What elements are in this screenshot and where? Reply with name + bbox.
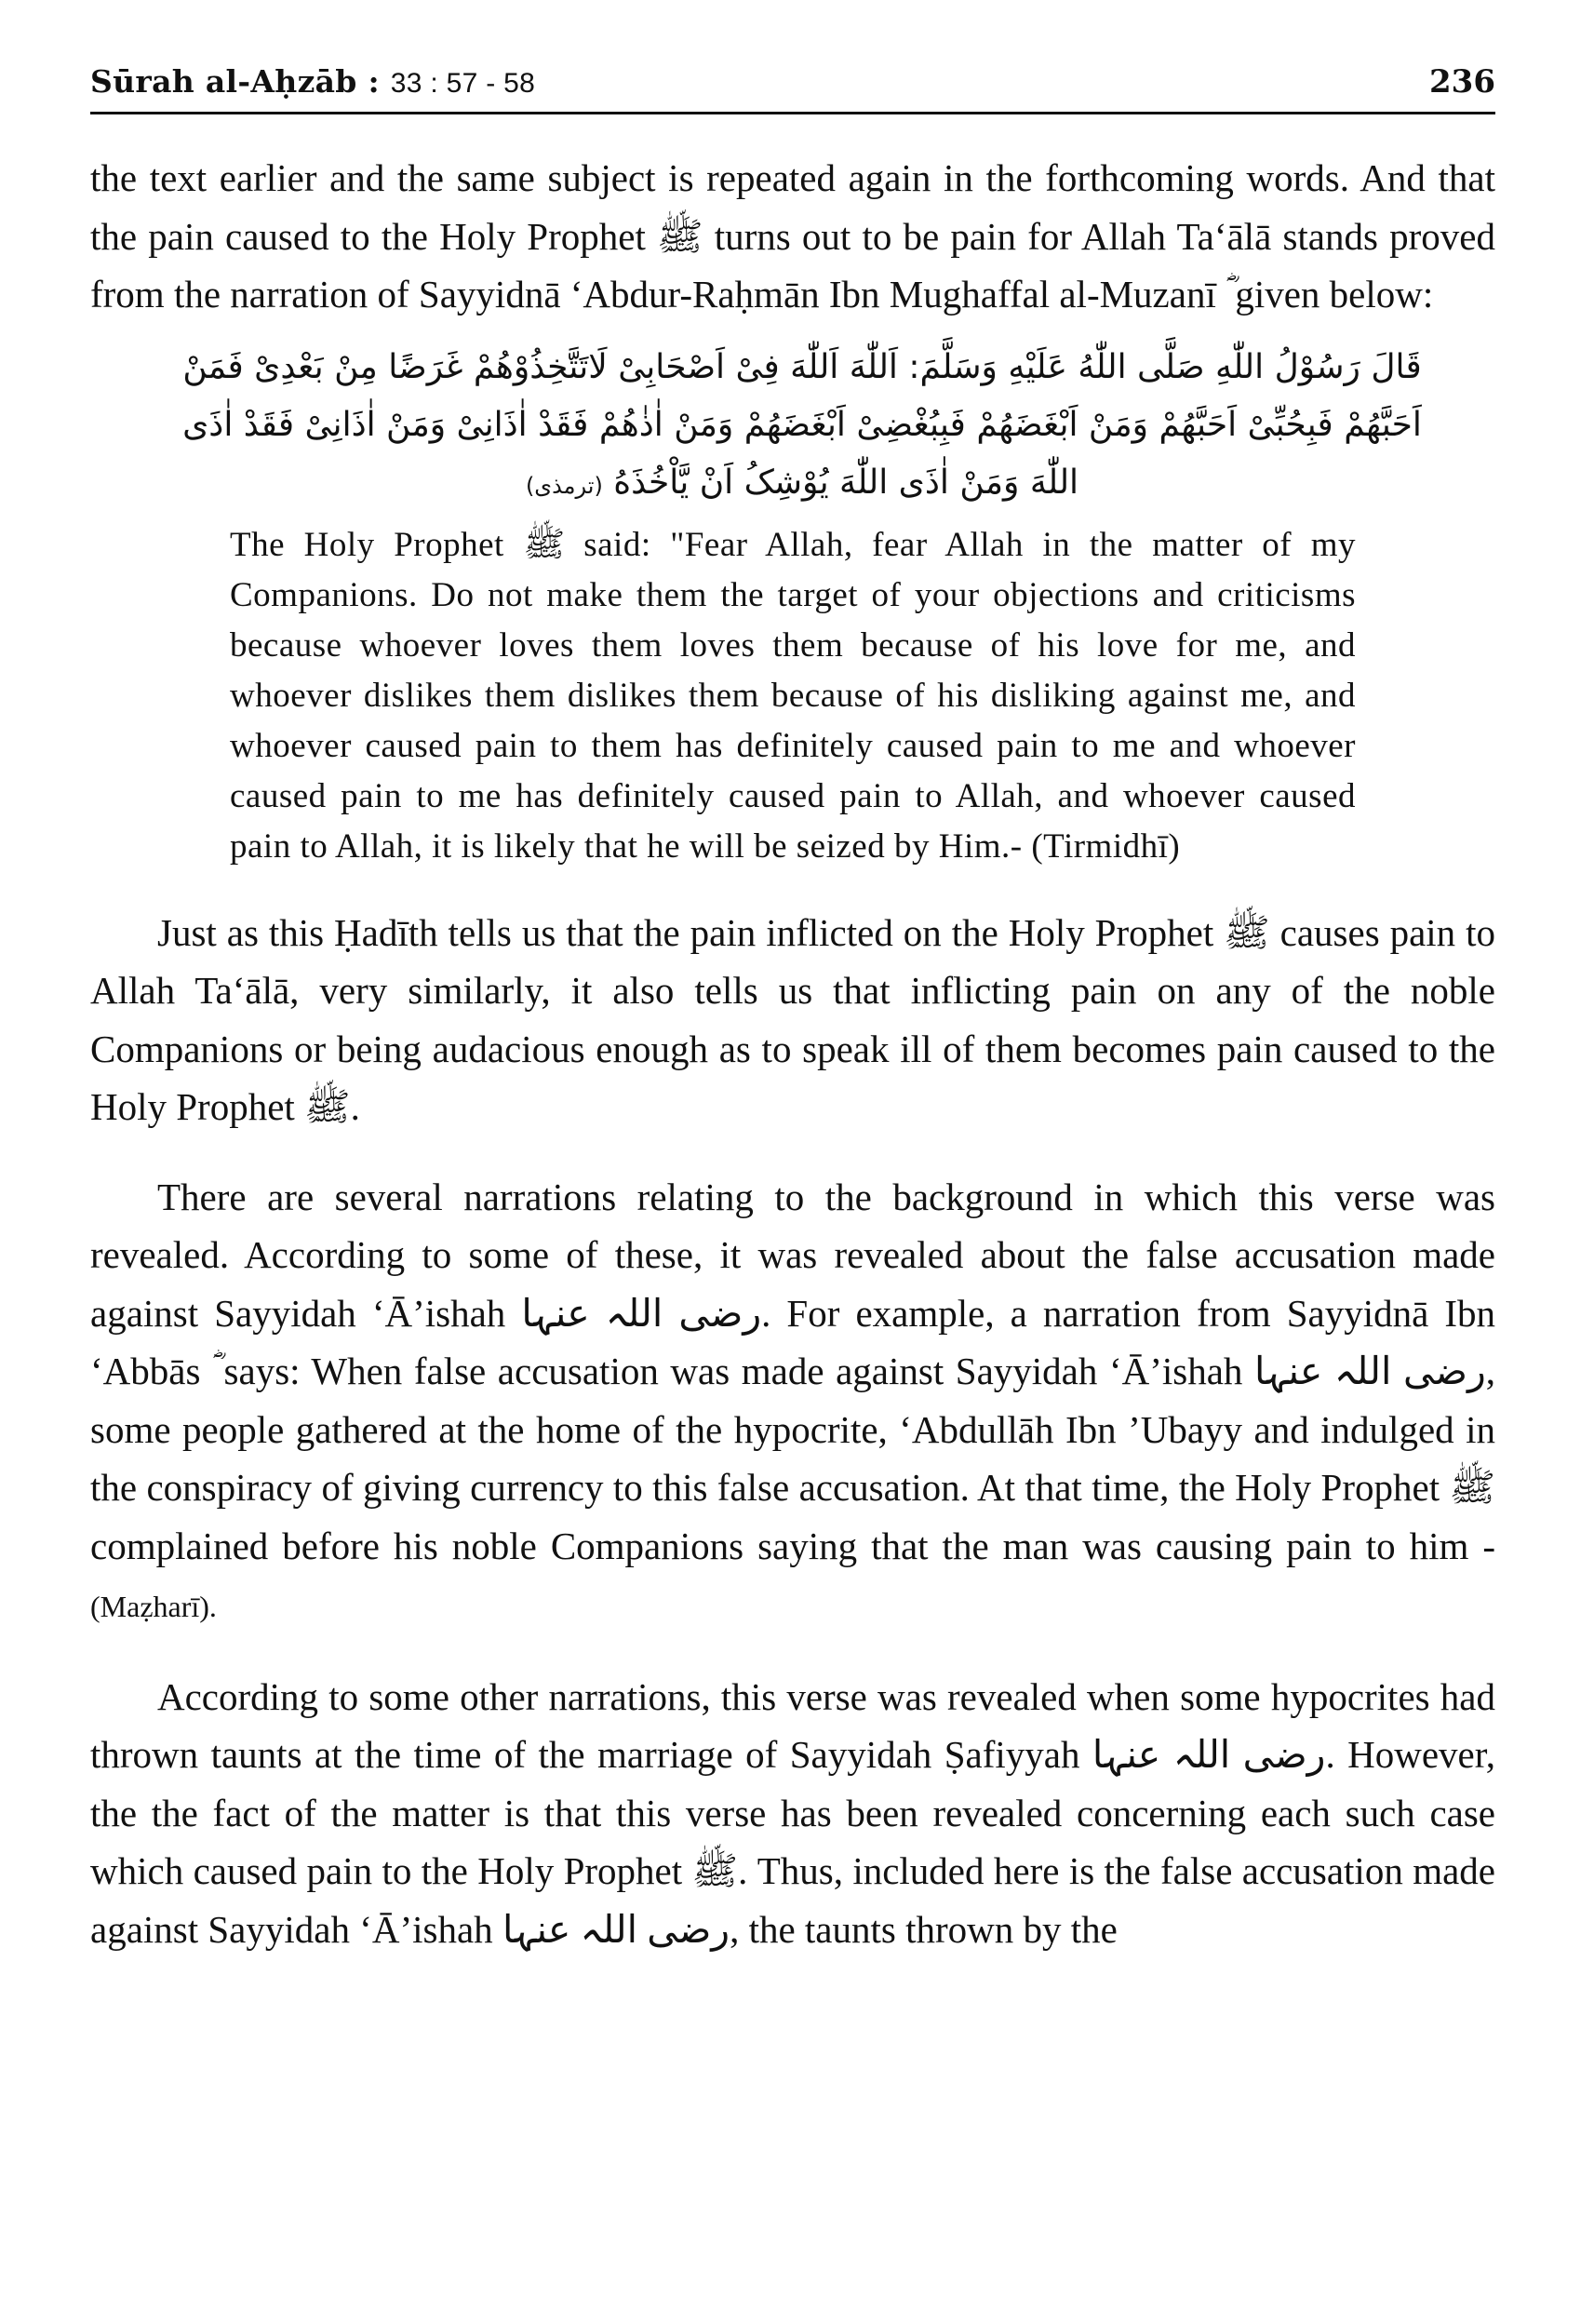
- hadith-translation: The Holy Prophet ﷺ said: "Fear Allah, fear Allah in the matter of my Companions. Do not make them the target of your objections and criticisms because whoever loves them loves them because of his love for me, and whoever dislikes them dislikes them because of his disliking against me, and whoever caused pain to them has definitely caused pain to me and whoever caused pain to me has definitely caused pain to Allah, and whoever caused pain to Allah, it is likely that he will be seized by Him.- (Tirmidhī): [230, 525, 1357, 866]
- page-body: [90, 149, 1495, 1958]
- running-header: [90, 63, 1495, 114]
- paragraph-3: [90, 1168, 1495, 1636]
- paragraph-3-text: There are several narrations relating to the background in which this verse was revealed. According to some of these, it was revealed about the false accusation made against Sayyidah ‘Ā’ishah رضی اللہ عنہا. For example, a narration from Sayyidnā Ibn ‘Abbās ؓ says: When false accusation was made against Sayyidah ‘Ā’ishah رضی اللہ عنہا, some people gathered at the home of the hypocrite, ‘Abdullāh Ibn ’Ubayy and indulged in the conspiracy of giving currency to this false accusation. At that time, the Holy Prophet ﷺ complained before his noble Companions saying that the man was causing pain to him -: [90, 1175, 1496, 1567]
- verse-reference: 33 : 57 - 58: [390, 68, 536, 99]
- paragraph-3-citation: (Maẓharī).: [90, 1590, 217, 1623]
- page-number: 236: [1429, 63, 1495, 101]
- arabic-hadith: [165, 339, 1440, 515]
- paragraph-2: Just as this Ḥadīth tells us that the pain inflicted on the Holy Prophet ﷺ causes pain to Allah Ta‘ālā, very similarly, it also tells us that inflicting pain on any of the noble Companions or being audacious enough as to speak ill of them becomes pain caused to the Holy Prophet ﷺ.: [90, 910, 1496, 1128]
- surah-name: Sūrah al-Aḥzāb :: [90, 63, 380, 100]
- arabic-hadith-text: قَالَ رَسُوْلُ اللّٰهِ صَلَّى اللّٰهُ عَلَيْهِ وَسَلَّمَ: اَللّٰهَ اَللّٰهَ فِیْ اَصْحَابِیْ لَاتَتَّخِذُوْهُمْ غَرَضًا مِنْ بَعْدِیْ فَمَنْ اَحَبَّهُمْ فَبِحُبِّیْ اَحَبَّهُمْ وَمَنْ اَبْغَضَهُمْ فَبِبُغْضِیْ اَبْغَضَهُمْ وَمَنْ اٰذٰهُمْ فَقَدْ اٰذَانِیْ وَمَنْ اٰذَانِیْ فَقَدْ اٰذَی اللّٰهَ وَمَنْ اٰذَی اللّٰهَ یُوْشِکُ اَنْ یَّاْخُذَهُ: [182, 347, 1422, 502]
- arabic-citation: (ترمذی): [525, 472, 603, 499]
- chapter-title: [90, 63, 535, 100]
- paragraph-1: the text earlier and the same subject is repeated again in the forthcoming words. And that the pain caused to the Holy Prophet ﷺ turns out to be pain for Allah Ta‘ālā stands proved from the narration of Sayyidnā ‘Abdur-Raḥmān Ibn Mughaffal al-Muzanī ؓ given below:: [90, 156, 1495, 316]
- paragraph-4: According to some other narrations, this verse was revealed when some hypocrites had thrown taunts at the time of the marriage of Sayyidah Ṣafiyyah رضی اللہ عنہا. However, the the fact of the matter is that this verse has been revealed concerning each such case which caused pain to the Holy Prophet ﷺ. Thus, included here is the false accusation made against Sayyidah ‘Ā’ishah رضی اللہ عنہا, the taunts thrown by the: [90, 1674, 1496, 1951]
